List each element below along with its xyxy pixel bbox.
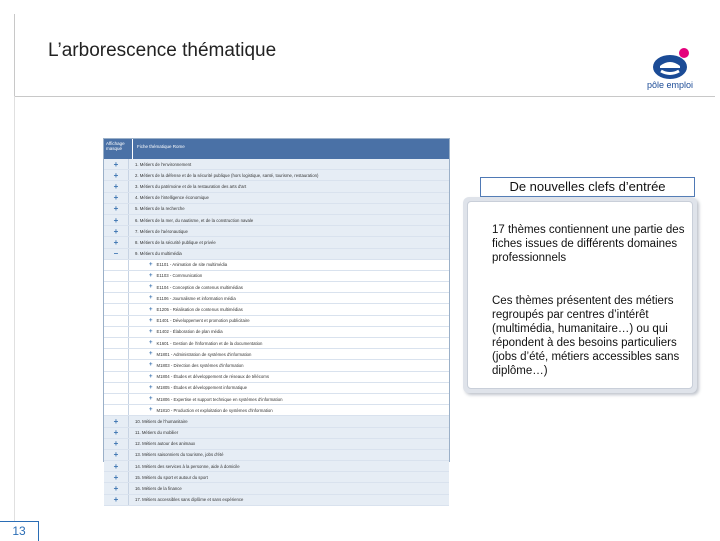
expand-toggle-icon[interactable]: + <box>104 450 129 460</box>
row-label-text: 8. Métiers de la sécurité publique et privée <box>135 239 216 245</box>
table-row[interactable] <box>104 495 449 506</box>
row-label-text: 11. Métiers du mobilier <box>135 430 179 436</box>
table-row[interactable] <box>104 450 449 461</box>
row-spacer <box>104 327 129 337</box>
table-header-col2: Fiche thématique Rome <box>137 144 185 149</box>
row-label-text: M1801 - Administration de systèmes d'information <box>156 351 252 357</box>
expand-toggle-icon[interactable]: + <box>104 237 129 247</box>
expand-toggle-icon[interactable]: + <box>104 215 129 225</box>
table-row[interactable] <box>104 439 449 450</box>
expand-toggle-icon[interactable]: + <box>149 362 153 369</box>
expand-toggle-icon[interactable]: + <box>149 384 153 391</box>
row-label-text: 6. Métiers de la mer, du nautisme, et de la construction navale <box>135 217 254 223</box>
row-label <box>129 282 449 292</box>
row-label-text: M1803 - Direction des systèmes d'information <box>156 362 244 368</box>
table-row[interactable] <box>104 159 449 170</box>
expand-toggle-icon[interactable]: + <box>149 306 153 313</box>
expand-toggle-icon[interactable]: + <box>104 181 129 191</box>
table-row[interactable] <box>104 405 449 416</box>
expand-toggle-icon[interactable]: + <box>104 204 129 214</box>
row-label-text: M1804 - Études et développement de réseaux de télécoms <box>156 374 270 380</box>
expand-toggle-icon[interactable]: + <box>149 272 153 279</box>
logo-caption: pôle emploi <box>646 80 694 90</box>
row-spacer <box>104 260 129 270</box>
row-spacer <box>104 316 129 326</box>
row-label <box>129 181 449 191</box>
table-row[interactable] <box>104 271 449 282</box>
row-label <box>129 472 449 482</box>
expand-toggle-icon[interactable]: + <box>149 295 153 302</box>
expand-toggle-icon[interactable]: + <box>104 226 129 236</box>
table-row[interactable] <box>104 293 449 304</box>
row-label-text: M1806 - Expertise et support technique en systèmes d'information <box>156 396 283 402</box>
expand-toggle-icon[interactable]: + <box>104 495 129 505</box>
row-label <box>129 327 449 337</box>
table-body <box>104 159 449 506</box>
row-label-text: M1810 - Production et exploitation de systèmes d'information <box>156 407 273 413</box>
row-spacer <box>104 293 129 303</box>
row-label-text: 2. Métiers de la défense et de la sécurité publique (hors logistique, santé, tourisme, restauration) <box>135 172 319 178</box>
row-label-text: 15. Métiers du sport et autour du sport <box>135 474 208 480</box>
row-label-text: 4. Métiers de l'intelligence économique <box>135 195 209 201</box>
row-label <box>129 461 449 471</box>
table-row[interactable] <box>104 237 449 248</box>
row-label <box>129 439 449 449</box>
row-label <box>129 193 449 203</box>
table-row[interactable] <box>104 193 449 204</box>
expand-toggle-icon[interactable]: + <box>149 351 153 358</box>
table-row[interactable] <box>104 181 449 192</box>
row-label <box>129 416 449 426</box>
row-label-text: 9. Métiers du multimédia <box>135 251 182 257</box>
expand-toggle-icon[interactable]: + <box>104 439 129 449</box>
table-row[interactable] <box>104 483 449 494</box>
row-label-text: 7. Métiers de l'aéronautique <box>135 228 188 234</box>
expand-toggle-icon[interactable]: + <box>149 317 153 324</box>
table-row[interactable] <box>104 416 449 427</box>
row-spacer <box>104 383 129 393</box>
row-label-text: M1805 - Études et développement informatique <box>156 385 248 391</box>
table-row[interactable] <box>104 327 449 338</box>
expand-toggle-icon[interactable]: + <box>149 340 153 347</box>
row-spacer <box>104 394 129 404</box>
expand-toggle-icon[interactable]: – <box>104 249 129 259</box>
row-label <box>129 338 449 348</box>
table-row[interactable] <box>104 260 449 271</box>
row-spacer <box>104 338 129 348</box>
table-row[interactable] <box>104 226 449 237</box>
expand-toggle-icon[interactable]: + <box>149 373 153 380</box>
row-label <box>129 360 449 370</box>
row-label <box>129 215 449 225</box>
expand-toggle-icon[interactable]: + <box>149 396 153 403</box>
row-label-text: E1402 - Élaboration de plan média <box>156 329 223 335</box>
row-label-text: K1601 - Gestion de l'information et de la documentation <box>156 340 263 346</box>
table-row[interactable] <box>104 204 449 215</box>
expand-toggle-icon[interactable]: + <box>104 428 129 438</box>
expand-toggle-icon[interactable]: + <box>149 284 153 291</box>
expand-toggle-icon[interactable]: + <box>149 261 153 268</box>
row-spacer <box>104 282 129 292</box>
row-label <box>129 495 449 505</box>
slide-title: L’arborescence thématique <box>48 40 277 61</box>
table-row[interactable] <box>104 338 449 349</box>
row-label-text: E1205 - Réalisation de contenus multimédias <box>156 307 243 313</box>
row-label-text: 13. Métiers saisonniers du tourisme, jobs d'été <box>135 452 224 458</box>
row-label <box>129 372 449 382</box>
table-row[interactable] <box>104 394 449 405</box>
row-label <box>129 405 449 415</box>
logo-mark-icon <box>638 46 702 80</box>
thematic-tree-table <box>103 138 450 505</box>
row-label-text: E1101 - Animation de site multimédia <box>156 262 228 268</box>
row-label-text: 1. Métiers de l'environnement <box>135 161 192 167</box>
row-label <box>129 249 449 259</box>
expand-toggle-icon[interactable]: + <box>104 461 129 471</box>
table-row[interactable] <box>104 170 449 181</box>
row-label <box>129 483 449 493</box>
row-label <box>129 316 449 326</box>
row-spacer <box>104 372 129 382</box>
row-label-text: 5. Métiers de la recherche <box>135 206 185 212</box>
table-row[interactable] <box>104 304 449 315</box>
row-spacer <box>104 360 129 370</box>
table-header-col1: Affichage masqué <box>104 139 133 159</box>
row-label <box>129 226 449 236</box>
row-label-text: 10. Métiers de l'humanitaire <box>135 418 188 424</box>
row-label-text: E1103 - Communication <box>156 273 203 279</box>
table-row[interactable] <box>104 215 449 226</box>
table-row[interactable] <box>104 472 449 483</box>
table-row[interactable] <box>104 349 449 360</box>
expand-toggle-icon[interactable]: + <box>104 193 129 203</box>
row-label <box>129 159 449 169</box>
table-row[interactable] <box>104 282 449 293</box>
row-spacer <box>104 304 129 314</box>
row-label-text: 14. Métiers des services à la personne, aide à domicile <box>135 463 240 469</box>
table-row[interactable] <box>104 360 449 371</box>
pole-emploi-logo <box>638 46 702 94</box>
row-label <box>129 304 449 314</box>
row-label-text: 17. Métiers accessibles sans diplôme et sans expérience <box>135 497 244 503</box>
callout-paragraph-1: 17 thèmes contiennent une partie des fiches issues de différents domaines professionnels <box>492 224 685 264</box>
expand-toggle-icon[interactable]: + <box>104 483 129 493</box>
row-spacer <box>104 271 129 281</box>
row-label <box>129 394 449 404</box>
row-label <box>129 204 449 214</box>
row-label <box>129 271 449 281</box>
row-label-text: 12. Métiers autour des animaux <box>135 441 196 447</box>
row-spacer <box>104 349 129 359</box>
callout-heading: De nouvelles clefs d’entrée <box>480 177 695 197</box>
expand-toggle-icon[interactable]: + <box>104 170 129 180</box>
expand-toggle-icon[interactable]: + <box>149 328 153 335</box>
row-label-text: E1106 - Journalisme et information média <box>156 295 236 301</box>
table-row[interactable] <box>104 383 449 394</box>
row-label-text: E1401 - Développement et promotion publicitaire <box>156 318 250 324</box>
table-header <box>104 139 449 159</box>
table-row[interactable] <box>104 316 449 327</box>
table-row[interactable] <box>104 428 449 439</box>
row-label <box>129 450 449 460</box>
row-label-text: E1104 - Conception de contenus multimédias <box>156 284 243 290</box>
table-row[interactable] <box>104 372 449 383</box>
row-label <box>129 260 449 270</box>
row-spacer <box>104 405 129 415</box>
expand-toggle-icon[interactable]: + <box>104 159 129 169</box>
expand-toggle-icon[interactable]: + <box>104 472 129 482</box>
page-number: 13 <box>0 521 39 541</box>
row-label <box>129 293 449 303</box>
row-label <box>129 237 449 247</box>
expand-toggle-icon[interactable]: + <box>104 416 129 426</box>
expand-toggle-icon[interactable]: + <box>149 407 153 414</box>
row-label <box>129 170 449 180</box>
row-label-text: 16. Métiers de la finance <box>135 486 182 492</box>
row-label-text: 3. Métiers du patrimoine et de la restauration des arts d'art <box>135 183 247 189</box>
table-row[interactable] <box>104 461 449 472</box>
table-row[interactable] <box>104 249 449 260</box>
row-label <box>129 349 449 359</box>
row-label <box>129 383 449 393</box>
callout-paragraph-2: Ces thèmes présentent des métiers regroupés par centres d’intérêt (multimédia, humanitaire…) ou qui répondent à des besoins particuliers (jobs d’été, métiers accessibles sans diplôme…) <box>492 295 680 377</box>
row-label <box>129 428 449 438</box>
left-rule <box>14 96 15 521</box>
